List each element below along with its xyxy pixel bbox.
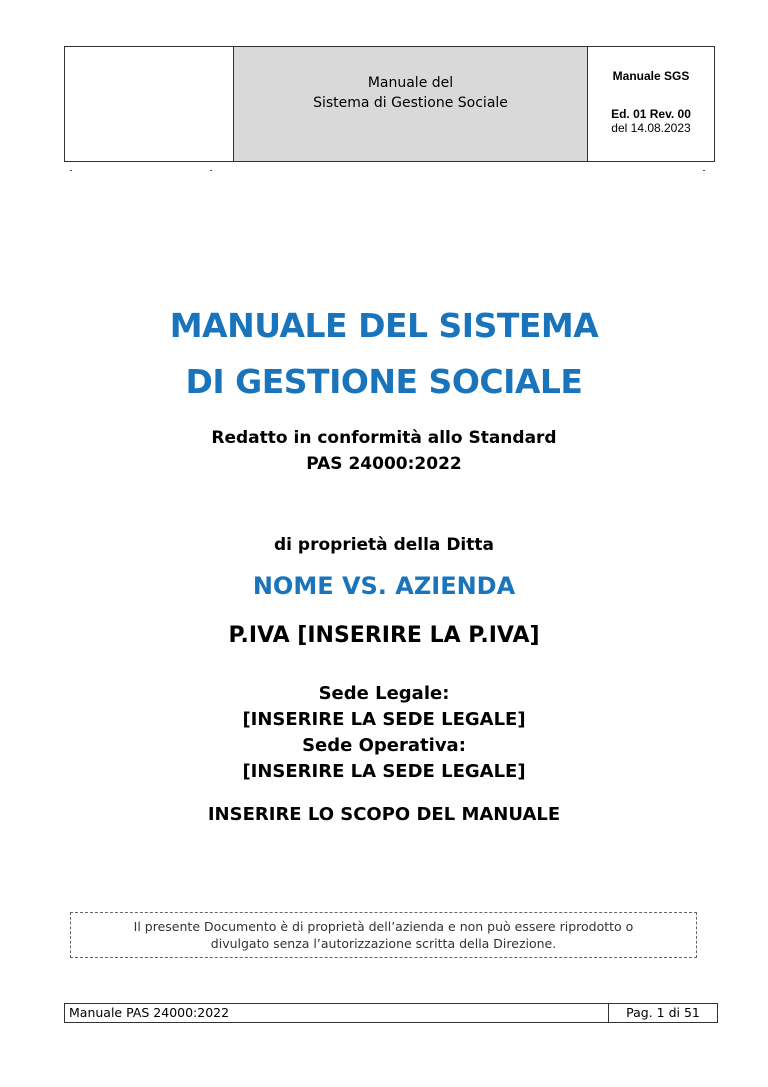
subtitle-line2: PAS 24000:2022 xyxy=(306,454,462,474)
notice-line2: divulgato senza l’autorizzazione scritta della Direzione. xyxy=(210,936,557,951)
operative-seat-value: [INSERIRE LA SEDE LEGALE] xyxy=(242,761,526,782)
document-header xyxy=(64,46,715,162)
cover-title-line1: MANUALE DEL SISTEMA xyxy=(169,306,599,345)
legal-seat-label: Sede Legale: xyxy=(318,683,450,704)
legal-seat-value: [INSERIRE LA SEDE LEGALE] xyxy=(242,709,526,730)
company-name: NOME VS. AZIENDA xyxy=(252,572,516,600)
header-title-line1: Manuale del xyxy=(367,75,454,91)
header-title-line2: Sistema di Gestione Sociale xyxy=(313,95,508,111)
operative-seat-label: Sede Operativa: xyxy=(302,735,466,756)
manual-scope: INSERIRE LO SCOPO DEL MANUALE xyxy=(207,804,561,825)
vat-number: P.IVA [INSERIRE LA P.IVA] xyxy=(228,623,540,648)
notice-line1: Il presente Documento è di proprietà dell’azienda e non può essere riprodotto o xyxy=(133,919,634,934)
revision-date: del 14.08.2023 xyxy=(611,121,691,135)
ownership-notice xyxy=(70,912,697,958)
tick-mark xyxy=(70,170,72,171)
header-title-cell xyxy=(234,47,588,161)
page-footer xyxy=(64,1003,718,1023)
header-revision-cell xyxy=(588,47,714,161)
ownership-text: di proprietà della Ditta xyxy=(274,535,494,555)
footer-document-name: Manuale PAS 24000:2022 xyxy=(65,1004,609,1022)
edition-revision: Ed. 01 Rev. 00 xyxy=(611,107,691,121)
subtitle-line1: Redatto in conformità allo Standard xyxy=(211,428,557,448)
document-code: Manuale SGS xyxy=(612,69,690,83)
logo-cell xyxy=(65,47,234,161)
page-number: Pag. 1 di 51 xyxy=(626,1005,700,1020)
tick-mark xyxy=(703,170,705,171)
tick-mark xyxy=(210,170,212,171)
cover-title-line2: DI GESTIONE SOCIALE xyxy=(185,362,583,401)
